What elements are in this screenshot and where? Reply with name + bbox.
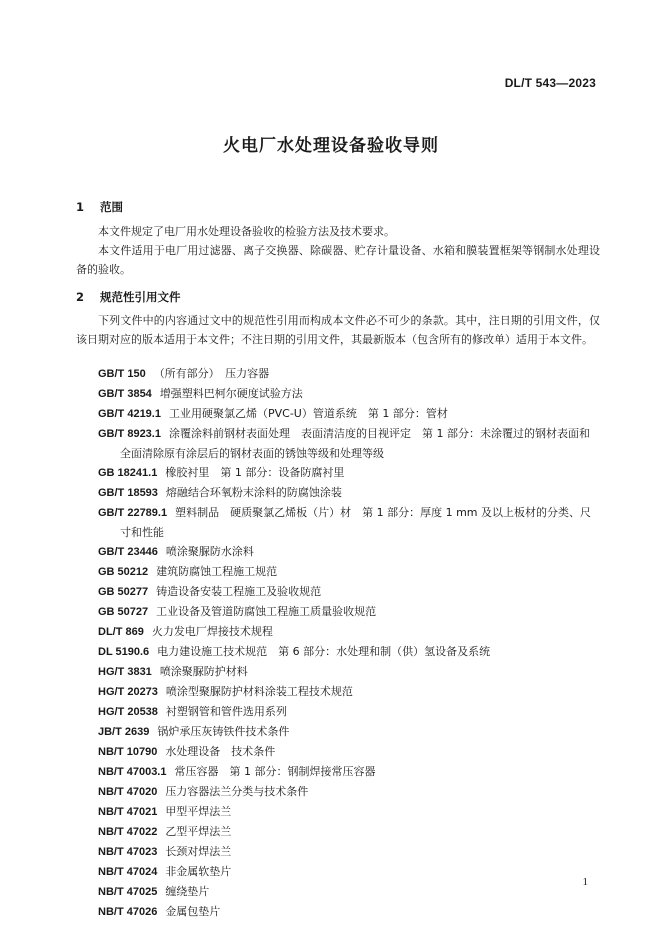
reference-title: 建筑防腐蚀工程施工规范 [156,565,278,578]
reference-title: 熔融结合环氧粉末涂料的防腐蚀涂装 [165,486,342,499]
reference-title: 喷涂聚脲防水涂料 [165,545,254,558]
section-heading-normative-references [76,289,181,305]
reference-title: 长颈对焊法兰 [165,845,232,858]
reference-item [98,384,600,404]
reference-item [98,762,600,782]
reference-title: 工业设备及管道防腐蚀工程施工质量验收规范 [156,605,377,618]
reference-code: HG/T 3831 [98,666,152,678]
reference-title: （所有部分） 压力容器 [153,367,270,380]
reference-title: 增强塑料巴柯尔硬度试验方法 [159,387,303,400]
page-number: 1 [582,876,588,888]
reference-item [98,722,600,742]
reference-code: NB/T 47021 [98,806,158,818]
reference-title: 甲型平焊法兰 [165,805,232,818]
reference-title: 水处理设备 技术条件 [165,745,276,758]
reference-item [98,662,600,682]
reference-code: NB/T 47003.1 [98,766,167,778]
reference-item [98,622,600,642]
reference-title: 工业用硬聚氯乙烯（PVC-U）管道系统 第 1 部分：管材 [168,407,448,420]
reference-title: 铸造设备安装工程施工及验收规范 [156,585,322,598]
reference-title: 火力发电厂焊接技术规程 [151,625,273,638]
reference-code: NB/T 47022 [98,826,158,838]
reference-code: GB 50727 [98,606,149,618]
reference-item [98,682,600,702]
reference-code: GB/T 150 [98,368,146,380]
reference-item [98,602,600,622]
reference-item [98,642,600,662]
reference-code: GB/T 8923.1 [98,428,161,440]
reference-code: GB/T 18593 [98,487,158,499]
document-title: 火电厂水处理设备验收导则 [223,136,439,156]
reference-item [98,822,600,842]
document-code: DL/T 543—2023 [504,76,596,90]
reference-code: GB/T 23446 [98,546,158,558]
section-number: 1 [76,200,85,214]
reference-item [98,862,600,882]
reference-item [98,702,600,722]
reference-item [98,742,600,762]
reference-title: 缠绕垫片 [165,885,210,898]
reference-item [98,582,600,602]
reference-title: 喷涂聚脲防护材料 [159,665,248,678]
reference-title: 橡胶衬里 第 1 部分：设备防腐衬里 [165,466,345,479]
section-title: 规范性引用文件 [100,290,181,304]
reference-code: DL/T 869 [98,626,144,638]
reference-code: NB/T 47024 [98,866,158,878]
reference-title: 锅炉承压灰铸铁件技术条件 [157,725,290,738]
reference-code: GB/T 4219.1 [98,408,161,420]
section-heading-scope [76,199,123,215]
reference-item [98,404,600,424]
reference-title: 压力容器法兰分类与技术条件 [165,785,309,798]
reference-list [76,364,600,922]
reference-item [98,842,600,862]
reference-code: GB/T 3854 [98,388,152,400]
reference-title: 塑料制品 硬质聚氯乙烯板（片）材 第 1 部分：厚度 1 mm 及以上板材的分类、尺寸和性能 [120,506,592,539]
scope-paragraph-2: 本文件适用于电厂用过滤器、离子交换器、除碳器、贮存计量设备、水箱和膜装置框架等钢制水处理设备的验收。 [76,244,600,276]
reference-code: GB 18241.1 [98,467,158,479]
reference-code: NB/T 47026 [98,906,158,918]
reference-item [98,503,600,542]
reference-item [98,424,600,463]
reference-item [98,483,600,503]
reference-code: HG/T 20538 [98,706,158,718]
reference-item [98,802,600,822]
reference-item [98,562,600,582]
reference-title: 电力建设施工技术规范 第 6 部分：水处理和制（供）氢设备及系统 [157,645,491,658]
references-intro-paragraph: 下列文件中的内容通过文中的规范性引用而构成本文件必不可少的条款。其中，注日期的引用文件，仅该日期对应的版本适用于本文件；不注日期的引用文件，其最新版本（包含所有的修改单）适用于本文件。 [76,314,600,346]
reference-title: 金属包垫片 [165,905,221,918]
reference-code: NB/T 47023 [98,846,158,858]
section-title: 范围 [100,200,123,214]
reference-item [98,364,600,384]
reference-title: 乙型平焊法兰 [165,825,232,838]
scope-paragraph-1: 本文件规定了电厂用水处理设备验收的检验方法及技术要求。 [98,225,395,238]
reference-item [98,542,600,562]
reference-code: NB/T 47020 [98,786,158,798]
section-number: 2 [76,290,85,304]
reference-title: 涂覆涂料前钢材表面处理 表面清洁度的目视评定 第 1 部分：未涂覆过的钢材表面和全面清除原有涂层后的钢材表面的锈蚀等级和处理等级 [120,427,590,460]
reference-code: NB/T 10790 [98,746,158,758]
reference-code: GB 50212 [98,566,149,578]
reference-item [98,902,600,922]
reference-title: 衬塑钢管和管件选用系列 [165,705,287,718]
reference-code: JB/T 2639 [98,726,150,738]
reference-code: GB/T 22789.1 [98,507,168,519]
reference-item [98,882,600,902]
reference-title: 常压容器 第 1 部分：钢制焊接常压容器 [174,765,376,778]
reference-title: 喷涂型聚脲防护材料涂装工程技术规范 [165,685,353,698]
reference-item [98,463,600,483]
reference-code: DL 5190.6 [98,646,150,658]
reference-code: NB/T 47025 [98,886,158,898]
reference-code: GB 50277 [98,586,149,598]
reference-item [98,782,600,802]
reference-code: HG/T 20273 [98,686,158,698]
reference-title: 非金属软垫片 [165,865,232,878]
